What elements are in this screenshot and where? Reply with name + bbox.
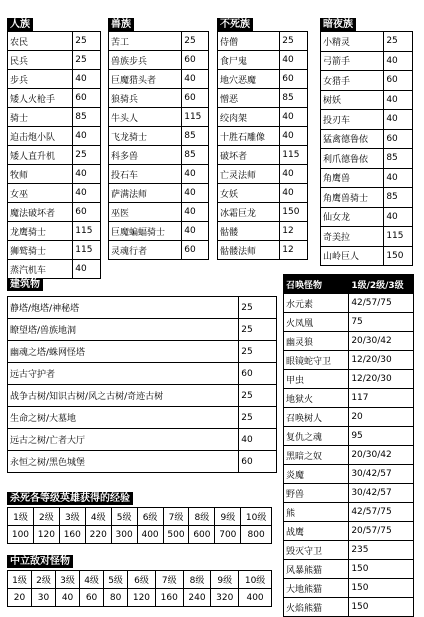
value-cell: 80 xyxy=(104,589,128,607)
row-value: 30/42/57 xyxy=(349,484,414,503)
level-cell: 9级 xyxy=(211,571,239,589)
row-value: 150 xyxy=(349,598,414,617)
row-value: 30/42/57 xyxy=(349,465,414,484)
table-row xyxy=(8,89,101,108)
row-value: 40 xyxy=(182,222,209,241)
row-value: 85 xyxy=(182,127,209,146)
table-row xyxy=(218,146,308,165)
row-value: 60 xyxy=(280,70,308,89)
table-row xyxy=(321,188,413,208)
level-cell: 2级 xyxy=(32,571,56,589)
row-value: 60 xyxy=(182,51,209,70)
row-value: 40 xyxy=(384,51,413,71)
table-row xyxy=(109,241,209,260)
table-row xyxy=(284,313,414,332)
table-row xyxy=(321,90,413,110)
unit-table xyxy=(320,31,413,266)
level-cell: 7级 xyxy=(155,571,183,589)
table-row xyxy=(284,560,414,579)
row-value: 85 xyxy=(73,108,101,127)
row-name: 民兵 xyxy=(8,51,73,70)
value-cell: 120 xyxy=(128,589,156,607)
row-value: 40 xyxy=(384,90,413,110)
row-name: 山岭巨人 xyxy=(321,246,384,266)
row-value: 42/57/75 xyxy=(349,294,414,313)
row-name: 奇美拉 xyxy=(321,227,384,247)
table-row xyxy=(284,484,414,503)
level-cell: 10级 xyxy=(241,508,272,526)
table-row xyxy=(321,207,413,227)
row-value: 42/57/75 xyxy=(349,503,414,522)
unit-table xyxy=(7,31,101,279)
race-block-undead xyxy=(217,12,308,260)
row-value: 95 xyxy=(349,427,414,446)
row-value: 20 xyxy=(349,408,414,427)
table-row xyxy=(218,241,308,260)
table-row xyxy=(321,71,413,91)
table-row xyxy=(321,227,413,247)
row-name: 召唤树人 xyxy=(284,408,349,427)
row-value: 60 xyxy=(73,89,101,108)
row-value: 115 xyxy=(384,227,413,247)
row-name: 飞龙骑士 xyxy=(109,127,182,146)
table-row xyxy=(109,165,209,184)
row-name: 野兽 xyxy=(284,484,349,503)
row-name: 甲虫 xyxy=(284,370,349,389)
level-cell: 6级 xyxy=(137,508,163,526)
table-row xyxy=(109,32,209,51)
row-name: 角鹰兽 xyxy=(321,168,384,188)
row-name: 大地熊猫 xyxy=(284,579,349,598)
row-name: 科多兽 xyxy=(109,146,182,165)
row-name: 牛头人 xyxy=(109,108,182,127)
row-name: 地狱火 xyxy=(284,389,349,408)
row-name: 巨魔蝙蝠骑士 xyxy=(109,222,182,241)
level-cell: 4级 xyxy=(85,508,111,526)
table-row xyxy=(284,579,414,598)
level-cell: 9级 xyxy=(215,508,241,526)
level-cell: 4级 xyxy=(80,571,104,589)
row-value: 20/30/42 xyxy=(349,332,414,351)
table-row xyxy=(284,503,414,522)
row-name: 兽族步兵 xyxy=(109,51,182,70)
row-name: 绞肉架 xyxy=(218,108,280,127)
level-cell: 5级 xyxy=(104,571,128,589)
row-value: 150 xyxy=(384,246,413,266)
row-value: 40 xyxy=(280,184,308,203)
row-name: 步兵 xyxy=(8,70,73,89)
table-row xyxy=(218,222,308,241)
row-value: 25 xyxy=(182,32,209,51)
row-name: 矮人直升机 xyxy=(8,146,73,165)
row-value: 20/30/42 xyxy=(349,446,414,465)
level-cell: 1级 xyxy=(8,571,32,589)
row-name: 牧师 xyxy=(8,165,73,184)
race-title: 兽族 xyxy=(108,18,134,31)
row-name: 萨满法师 xyxy=(109,184,182,203)
table-row xyxy=(8,319,277,341)
value-cell: 400 xyxy=(239,589,272,607)
value-cell: 40 xyxy=(56,589,80,607)
table-row xyxy=(8,222,101,241)
summons-header-levels: 1级/2级/3级 xyxy=(349,275,414,294)
row-value: 60 xyxy=(182,89,209,108)
row-value: 25 xyxy=(239,297,277,319)
row-value: 150 xyxy=(349,579,414,598)
row-value: 25 xyxy=(73,32,101,51)
row-name: 远古之树/亡者大厅 xyxy=(8,429,239,451)
table-row xyxy=(109,108,209,127)
table-row xyxy=(284,294,414,313)
table-row xyxy=(218,108,308,127)
value-cell: 20 xyxy=(8,589,32,607)
table-row xyxy=(284,389,414,408)
row-name: 静塔/炮塔/神秘塔 xyxy=(8,297,239,319)
row-value: 40 xyxy=(182,165,209,184)
value-cell: 500 xyxy=(163,526,189,544)
table-row xyxy=(8,203,101,222)
row-value: 40 xyxy=(73,70,101,89)
row-name: 狮鹫骑士 xyxy=(8,241,73,260)
value-row xyxy=(8,589,272,607)
row-name: 炎魔 xyxy=(284,465,349,484)
row-name: 生命之树/大墓地 xyxy=(8,407,239,429)
level-cell: 6级 xyxy=(128,571,156,589)
table-row xyxy=(218,89,308,108)
value-cell: 800 xyxy=(241,526,272,544)
table-row xyxy=(218,165,308,184)
table-row xyxy=(321,168,413,188)
table-row xyxy=(8,165,101,184)
row-name: 幽灵狼 xyxy=(284,332,349,351)
table-row xyxy=(109,184,209,203)
row-value: 25 xyxy=(239,319,277,341)
row-value: 60 xyxy=(239,363,277,385)
creeps-table xyxy=(7,570,272,607)
value-cell: 600 xyxy=(189,526,215,544)
row-value: 85 xyxy=(384,149,413,169)
race-title: 不死族 xyxy=(217,18,253,31)
row-value: 115 xyxy=(182,108,209,127)
table-row xyxy=(321,246,413,266)
row-value: 12 xyxy=(280,222,308,241)
row-name: 永恒之树/黑色城堡 xyxy=(8,451,239,473)
row-value: 150 xyxy=(349,560,414,579)
table-row xyxy=(284,465,414,484)
table-row xyxy=(109,203,209,222)
table-row xyxy=(321,110,413,130)
table-row xyxy=(218,127,308,146)
row-value: 40 xyxy=(384,110,413,130)
row-name: 侍僧 xyxy=(218,32,280,51)
row-value: 20/57/75 xyxy=(349,522,414,541)
table-row xyxy=(218,70,308,89)
row-value: 40 xyxy=(280,108,308,127)
table-row xyxy=(8,429,277,451)
buildings-table xyxy=(7,296,277,473)
table-row xyxy=(284,541,414,560)
buildings-block xyxy=(7,272,277,473)
row-value: 115 xyxy=(73,222,101,241)
row-name: 弓箭手 xyxy=(321,51,384,71)
row-value: 117 xyxy=(349,389,414,408)
value-cell: 220 xyxy=(85,526,111,544)
creeps-block xyxy=(7,549,272,607)
table-row xyxy=(284,332,414,351)
row-name: 食尸鬼 xyxy=(218,51,280,70)
table-row xyxy=(109,51,209,70)
row-value: 25 xyxy=(73,146,101,165)
value-cell: 30 xyxy=(32,589,56,607)
table-row xyxy=(8,51,101,70)
table-row xyxy=(109,146,209,165)
row-value: 12 xyxy=(280,241,308,260)
table-row xyxy=(109,222,209,241)
row-name: 利爪德鲁依 xyxy=(321,149,384,169)
row-name: 魔法破坏者 xyxy=(8,203,73,222)
row-name: 女猎手 xyxy=(321,71,384,91)
row-name: 火焰熊猫 xyxy=(284,598,349,617)
row-name: 复仇之魂 xyxy=(284,427,349,446)
row-value: 40 xyxy=(384,168,413,188)
row-value: 40 xyxy=(280,165,308,184)
row-value: 40 xyxy=(73,127,101,146)
table-row xyxy=(321,51,413,71)
race-block-human xyxy=(7,12,101,279)
table-row xyxy=(284,446,414,465)
unit-table xyxy=(108,31,209,260)
row-name: 破坏者 xyxy=(218,146,280,165)
value-cell: 320 xyxy=(211,589,239,607)
row-name: 狼骑兵 xyxy=(109,89,182,108)
summons-header-row xyxy=(284,275,414,294)
row-name: 蒸汽机车 xyxy=(8,260,73,279)
table-row xyxy=(284,427,414,446)
row-value: 60 xyxy=(182,241,209,260)
row-value: 40 xyxy=(182,70,209,89)
row-name: 地穴恶魔 xyxy=(218,70,280,89)
level-cell: 8级 xyxy=(189,508,215,526)
row-value: 40 xyxy=(280,51,308,70)
summons-block xyxy=(283,274,414,617)
table-row xyxy=(8,363,277,385)
table-row xyxy=(8,108,101,127)
table-row xyxy=(8,341,277,363)
level-cell: 3级 xyxy=(56,571,80,589)
value-cell: 160 xyxy=(155,589,183,607)
row-name: 憎恶 xyxy=(218,89,280,108)
value-cell: 400 xyxy=(137,526,163,544)
table-row xyxy=(218,51,308,70)
table-row xyxy=(8,127,101,146)
table-row xyxy=(8,451,277,473)
level-cell: 8级 xyxy=(183,571,211,589)
row-value: 12/20/30 xyxy=(349,370,414,389)
row-value: 60 xyxy=(384,129,413,149)
row-name: 幽魂之塔/蛛网怪塔 xyxy=(8,341,239,363)
value-cell: 700 xyxy=(215,526,241,544)
row-name: 小精灵 xyxy=(321,32,384,52)
level-cell: 7级 xyxy=(163,508,189,526)
table-row xyxy=(321,149,413,169)
table-row xyxy=(109,127,209,146)
row-value: 150 xyxy=(280,203,308,222)
table-row xyxy=(321,129,413,149)
row-name: 亡灵法师 xyxy=(218,165,280,184)
row-name: 黑暗之奴 xyxy=(284,446,349,465)
table-row xyxy=(284,408,414,427)
hero-exp-title: 杀死各等级英雄获得的经验 xyxy=(7,492,133,505)
hero-exp-table xyxy=(7,507,272,544)
row-value: 60 xyxy=(384,71,413,91)
row-name: 女妖 xyxy=(218,184,280,203)
row-value: 25 xyxy=(239,407,277,429)
table-row xyxy=(109,89,209,108)
value-cell: 120 xyxy=(33,526,59,544)
table-row xyxy=(284,370,414,389)
row-name: 树妖 xyxy=(321,90,384,110)
table-row xyxy=(218,184,308,203)
row-value: 60 xyxy=(73,203,101,222)
table-row xyxy=(8,385,277,407)
table-row xyxy=(8,70,101,89)
row-value: 85 xyxy=(384,188,413,208)
value-cell: 100 xyxy=(8,526,34,544)
row-name: 投石车 xyxy=(109,165,182,184)
race-block-nightelf xyxy=(320,12,413,266)
row-value: 12/20/30 xyxy=(349,351,414,370)
row-value: 25 xyxy=(239,341,277,363)
creeps-title: 中立敌对怪物 xyxy=(7,555,73,568)
row-value: 40 xyxy=(73,165,101,184)
summons-table xyxy=(283,274,414,617)
row-value: 40 xyxy=(280,127,308,146)
table-row xyxy=(109,70,209,89)
table-row xyxy=(8,146,101,165)
race-title: 暗夜族 xyxy=(320,18,356,31)
row-value: 235 xyxy=(349,541,414,560)
race-title: 人族 xyxy=(7,18,33,31)
row-name: 水元素 xyxy=(284,294,349,313)
table-row xyxy=(284,351,414,370)
row-name: 迫击炮小队 xyxy=(8,127,73,146)
level-row xyxy=(8,508,272,526)
buildings-title: 建筑物 xyxy=(7,278,43,291)
row-name: 瞭望塔/兽族地洞 xyxy=(8,319,239,341)
table-row xyxy=(8,184,101,203)
level-cell: 10级 xyxy=(239,571,272,589)
row-name: 女巫 xyxy=(8,184,73,203)
summons-header-name: 召唤怪物 xyxy=(284,275,349,294)
row-name: 角鹰兽骑士 xyxy=(321,188,384,208)
row-value: 40 xyxy=(182,203,209,222)
row-value: 85 xyxy=(280,89,308,108)
level-row xyxy=(8,571,272,589)
table-row xyxy=(8,241,101,260)
table-row xyxy=(8,407,277,429)
row-value: 25 xyxy=(73,51,101,70)
row-name: 熊 xyxy=(284,503,349,522)
value-cell: 60 xyxy=(80,589,104,607)
row-name: 巫医 xyxy=(109,203,182,222)
row-value: 40 xyxy=(182,184,209,203)
row-name: 灵魂行者 xyxy=(109,241,182,260)
row-name: 远古守护者 xyxy=(8,363,239,385)
row-value: 85 xyxy=(182,146,209,165)
table-row xyxy=(8,32,101,51)
level-cell: 3级 xyxy=(59,508,85,526)
table-row xyxy=(218,203,308,222)
hero-exp-block xyxy=(7,486,272,544)
row-name: 战鹰 xyxy=(284,522,349,541)
level-cell: 5级 xyxy=(111,508,137,526)
row-value: 60 xyxy=(239,451,277,473)
row-value: 115 xyxy=(280,146,308,165)
table-row xyxy=(284,522,414,541)
row-name: 巨魔猎头者 xyxy=(109,70,182,89)
row-name: 风暴熊猫 xyxy=(284,560,349,579)
row-value: 40 xyxy=(384,207,413,227)
row-value: 40 xyxy=(73,184,101,203)
row-name: 猛禽德鲁依 xyxy=(321,129,384,149)
value-cell: 300 xyxy=(111,526,137,544)
row-value: 115 xyxy=(73,241,101,260)
unit-table xyxy=(217,31,308,260)
race-block-orc xyxy=(108,12,209,260)
row-name: 骷髅 xyxy=(218,222,280,241)
table-row xyxy=(284,598,414,617)
row-value: 25 xyxy=(239,385,277,407)
row-value: 75 xyxy=(349,313,414,332)
row-value: 40 xyxy=(73,260,101,279)
row-name: 农民 xyxy=(8,32,73,51)
row-name: 十胜石雕像 xyxy=(218,127,280,146)
value-cell: 240 xyxy=(183,589,211,607)
row-name: 苦工 xyxy=(109,32,182,51)
row-name: 仙女龙 xyxy=(321,207,384,227)
row-name: 矮人火枪手 xyxy=(8,89,73,108)
value-row xyxy=(8,526,272,544)
table-row xyxy=(218,32,308,51)
table-row xyxy=(8,297,277,319)
row-name: 战争古树/知识古树/风之古树/奇迹古树 xyxy=(8,385,239,407)
value-cell: 160 xyxy=(59,526,85,544)
level-cell: 2级 xyxy=(33,508,59,526)
row-name: 骑士 xyxy=(8,108,73,127)
row-name: 骷髅法师 xyxy=(218,241,280,260)
level-cell: 1级 xyxy=(8,508,34,526)
table-row xyxy=(321,32,413,52)
row-value: 25 xyxy=(384,32,413,52)
row-name: 眼镜蛇守卫 xyxy=(284,351,349,370)
row-name: 龙鹰骑士 xyxy=(8,222,73,241)
row-name: 火凤凰 xyxy=(284,313,349,332)
row-name: 冰霜巨龙 xyxy=(218,203,280,222)
row-value: 25 xyxy=(280,32,308,51)
row-value: 40 xyxy=(239,429,277,451)
row-name: 毁灭守卫 xyxy=(284,541,349,560)
row-name: 投刃车 xyxy=(321,110,384,130)
